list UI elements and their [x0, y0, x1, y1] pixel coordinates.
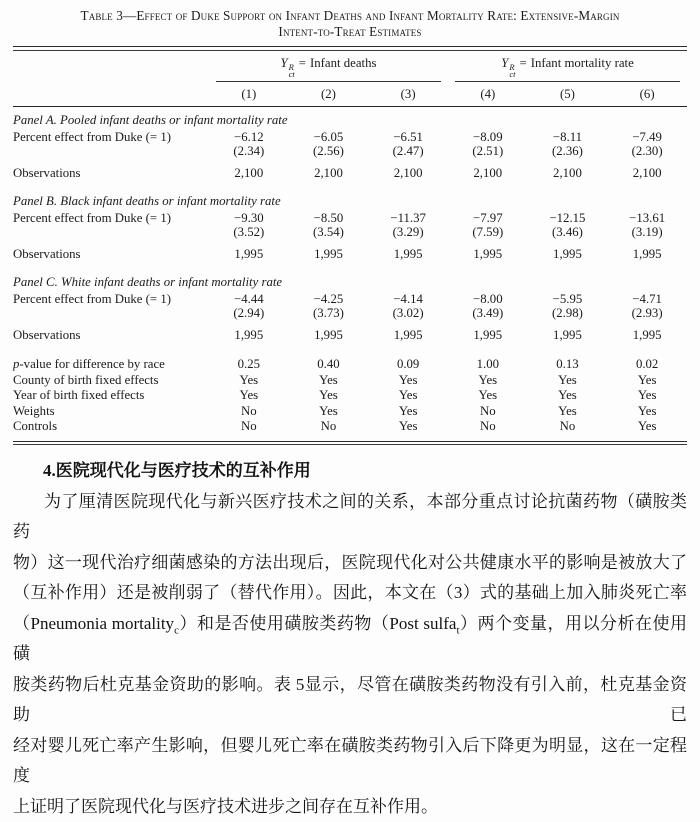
obs-cell: 1,995 — [209, 321, 289, 343]
row-label: Controls — [13, 418, 209, 441]
obs-cell: 1,995 — [528, 240, 608, 262]
pvalue-cell: 0.13 — [528, 342, 608, 372]
column-number: (6) — [607, 82, 687, 107]
se-cell: (3.46) — [528, 225, 608, 240]
value-cell: −4.14 — [368, 290, 448, 307]
value-cell: −8.50 — [289, 209, 369, 226]
table-bottom-rule — [13, 441, 687, 446]
panel-a-heading-row — [13, 107, 687, 128]
y-variable: Y R ct — [501, 56, 515, 70]
se-cell: (3.02) — [368, 306, 448, 321]
spacer-cell — [13, 82, 209, 107]
obs-cell: 2,100 — [368, 159, 448, 181]
y-superscript: R — [509, 64, 514, 72]
value-cell: −6.12 — [209, 128, 289, 145]
panel-a-se-row — [13, 144, 687, 159]
obs-cell: 1,995 — [448, 240, 528, 262]
obs-cell: 1,995 — [368, 321, 448, 343]
paragraph-line: 物）这一现代治疗细菌感染的方法出现后，医院现代化对公共健康水平的影响是被放大了 — [13, 548, 687, 579]
value-cell: −9.30 — [209, 209, 289, 226]
paragraph-line: （互补作用）还是被削弱了（替代作用）。因此，本文在（3）式的基础上加入肺炎死亡率 — [13, 578, 687, 609]
subscript-c: c — [174, 624, 179, 636]
row-label: p-value for difference by race — [13, 342, 209, 372]
column-number: (5) — [528, 82, 608, 107]
se-cell: (3.19) — [607, 225, 687, 240]
equals-sign: = — [519, 56, 526, 70]
obs-cell: 1,995 — [607, 321, 687, 343]
value-cell: −4.25 — [289, 290, 369, 307]
column-group-row — [13, 51, 687, 82]
pvalue-cell: 0.25 — [209, 342, 289, 372]
spec-row-year-fe — [13, 387, 687, 403]
spec-cell: Yes — [607, 403, 687, 419]
y-variable: Y R ct — [281, 56, 295, 70]
spec-cell: Yes — [289, 403, 369, 419]
spec-cell: Yes — [209, 387, 289, 403]
spacer-cell — [13, 306, 209, 321]
p-italic: p — [13, 357, 19, 371]
panel-b-observations-row — [13, 240, 687, 262]
spec-cell: Yes — [368, 418, 448, 441]
value-cell: −4.44 — [209, 290, 289, 307]
table-title — [13, 8, 687, 39]
spacer-cell — [13, 144, 209, 159]
spec-cell: Yes — [368, 403, 448, 419]
spec-row-weights — [13, 403, 687, 419]
se-cell: (7.59) — [448, 225, 528, 240]
value-cell: −11.37 — [368, 209, 448, 226]
se-cell: (2.30) — [607, 144, 687, 159]
obs-cell: 2,100 — [607, 159, 687, 181]
paragraph-line: 经对婴儿死亡率产生影响，但婴儿死亡率在磺胺类药物引入后下降更为明显，这在一定程度 — [13, 731, 687, 792]
panel-heading: Panel B. Black infant deaths or infant mortality rate — [13, 180, 687, 209]
obs-cell: 2,100 — [448, 159, 528, 181]
spec-cell: Yes — [289, 372, 369, 388]
spec-cell: Yes — [528, 372, 608, 388]
y-subscript: ct — [289, 71, 295, 79]
value-cell: −8.09 — [448, 128, 528, 145]
obs-cell: 2,100 — [289, 159, 369, 181]
panel-a-observations-row — [13, 159, 687, 181]
y-superscript: R — [289, 64, 294, 72]
value-cell: −7.49 — [607, 128, 687, 145]
section-heading: 4.医院现代化与医疗技术的互补作用 — [13, 456, 687, 487]
value-cell: −8.11 — [528, 128, 608, 145]
spec-cell: Yes — [528, 403, 608, 419]
spec-cell: No — [448, 418, 528, 441]
obs-cell: 1,995 — [209, 240, 289, 262]
se-cell: (3.73) — [289, 306, 369, 321]
obs-cell: 1,995 — [368, 240, 448, 262]
row-label: Percent effect from Duke (= 1) — [13, 209, 209, 226]
paragraph-line: （Pneumonia mortality$_c$）和是否使用磺胺类药物（Post sulfa$_t$）两个变量，用以分析在使用磺 — [13, 609, 687, 670]
obs-cell: 1,995 — [448, 321, 528, 343]
se-cell: (3.29) — [368, 225, 448, 240]
se-cell: (3.49) — [448, 306, 528, 321]
panel-a-effect-row — [13, 128, 687, 145]
row-label: Observations — [13, 159, 209, 181]
pvalue-cell: 1.00 — [448, 342, 528, 372]
spacer-cell — [13, 225, 209, 240]
spec-cell: Yes — [607, 387, 687, 403]
obs-cell: 1,995 — [528, 321, 608, 343]
row-label: Year of birth fixed effects — [13, 387, 209, 403]
spec-cell: Yes — [368, 372, 448, 388]
row-label: Percent effect from Duke (= 1) — [13, 128, 209, 145]
spec-cell: Yes — [528, 387, 608, 403]
spec-cell: No — [448, 403, 528, 419]
column-number: (1) — [209, 82, 289, 107]
se-cell: (2.56) — [289, 144, 369, 159]
pvalue-cell: 0.40 — [289, 342, 369, 372]
row-label: Percent effect from Duke (= 1) — [13, 290, 209, 307]
column-number: (4) — [448, 82, 528, 107]
spec-cell: Yes — [209, 372, 289, 388]
estimates-table — [13, 51, 687, 441]
pvalue-cell: 0.02 — [607, 342, 687, 372]
spec-cell: No — [528, 418, 608, 441]
group-label: Infant deaths — [310, 56, 376, 70]
group-label: Infant mortality rate — [531, 56, 634, 70]
obs-cell: 1,995 — [289, 321, 369, 343]
spacer-cell — [13, 51, 209, 82]
se-cell: (3.52) — [209, 225, 289, 240]
column-number-row — [13, 82, 687, 107]
panel-c-observations-row — [13, 321, 687, 343]
article-section — [13, 456, 687, 822]
spec-cell: Yes — [368, 387, 448, 403]
spec-row-county-fe — [13, 372, 687, 388]
se-cell: (2.47) — [368, 144, 448, 159]
obs-cell: 1,995 — [607, 240, 687, 262]
subscript-t: t — [456, 624, 459, 636]
panel-b-heading-row — [13, 180, 687, 209]
spec-cell: No — [209, 418, 289, 441]
row-label: Observations — [13, 240, 209, 262]
se-cell: (3.54) — [289, 225, 369, 240]
se-cell: (2.51) — [448, 144, 528, 159]
column-number: (2) — [289, 82, 369, 107]
value-cell: −7.97 — [448, 209, 528, 226]
se-cell: (2.34) — [209, 144, 289, 159]
value-cell: −12.15 — [528, 209, 608, 226]
spec-cell: Yes — [448, 387, 528, 403]
value-cell: −6.51 — [368, 128, 448, 145]
se-cell: (2.98) — [528, 306, 608, 321]
spec-cell: Yes — [289, 387, 369, 403]
pvalue-cell: 0.09 — [368, 342, 448, 372]
se-cell: (2.94) — [209, 306, 289, 321]
column-number: (3) — [368, 82, 448, 107]
obs-cell: 2,100 — [528, 159, 608, 181]
spec-cell: No — [289, 418, 369, 441]
pvalue-row — [13, 342, 687, 372]
value-cell: −8.00 — [448, 290, 528, 307]
row-label: Observations — [13, 321, 209, 343]
group-infant-deaths — [209, 51, 448, 82]
paragraph-line: 胺类药物后杜克基金资助的影响。表 5显示，尽管在磺胺类药物没有引入前，杜克基金资助已 — [13, 670, 687, 731]
equals-sign: = — [299, 56, 306, 70]
panel-b-se-row — [13, 225, 687, 240]
panel-heading: Panel A. Pooled infant deaths or infant mortality rate — [13, 107, 687, 128]
se-cell: (2.93) — [607, 306, 687, 321]
obs-cell: 1,995 — [289, 240, 369, 262]
group-infant-mortality-rate — [448, 51, 687, 82]
value-cell: −5.95 — [528, 290, 608, 307]
value-cell: −6.05 — [289, 128, 369, 145]
panel-b-effect-row — [13, 209, 687, 226]
panel-heading: Panel C. White infant deaths or infant mortality rate — [13, 261, 687, 290]
value-cell: −13.61 — [607, 209, 687, 226]
se-cell: (2.36) — [528, 144, 608, 159]
row-label: Weights — [13, 403, 209, 419]
row-label: County of birth fixed effects — [13, 372, 209, 388]
table-title-line1: Table 3—Effect of Duke Support on Infant Deaths and Infant Mortality Rate: Extensive-Margin — [13, 8, 687, 24]
panel-c-se-row — [13, 306, 687, 321]
paragraph-line: 为了厘清医院现代化与新兴医疗技术之间的关系，本部分重点讨论抗菌药物（磺胺类药 — [13, 487, 687, 548]
spec-cell: Yes — [448, 372, 528, 388]
y-subscript: ct — [509, 71, 515, 79]
spec-row-controls — [13, 418, 687, 441]
spec-cell: No — [209, 403, 289, 419]
spec-cell: Yes — [607, 372, 687, 388]
paragraph-line: 上证明了医院现代化与医疗技术进步之间存在互补作用。 — [13, 792, 687, 822]
obs-cell: 2,100 — [209, 159, 289, 181]
table-title-line2: Intent-to-Treat Estimates — [13, 24, 687, 40]
spec-cell: Yes — [607, 418, 687, 441]
panel-c-heading-row — [13, 261, 687, 290]
value-cell: −4.71 — [607, 290, 687, 307]
panel-c-effect-row — [13, 290, 687, 307]
